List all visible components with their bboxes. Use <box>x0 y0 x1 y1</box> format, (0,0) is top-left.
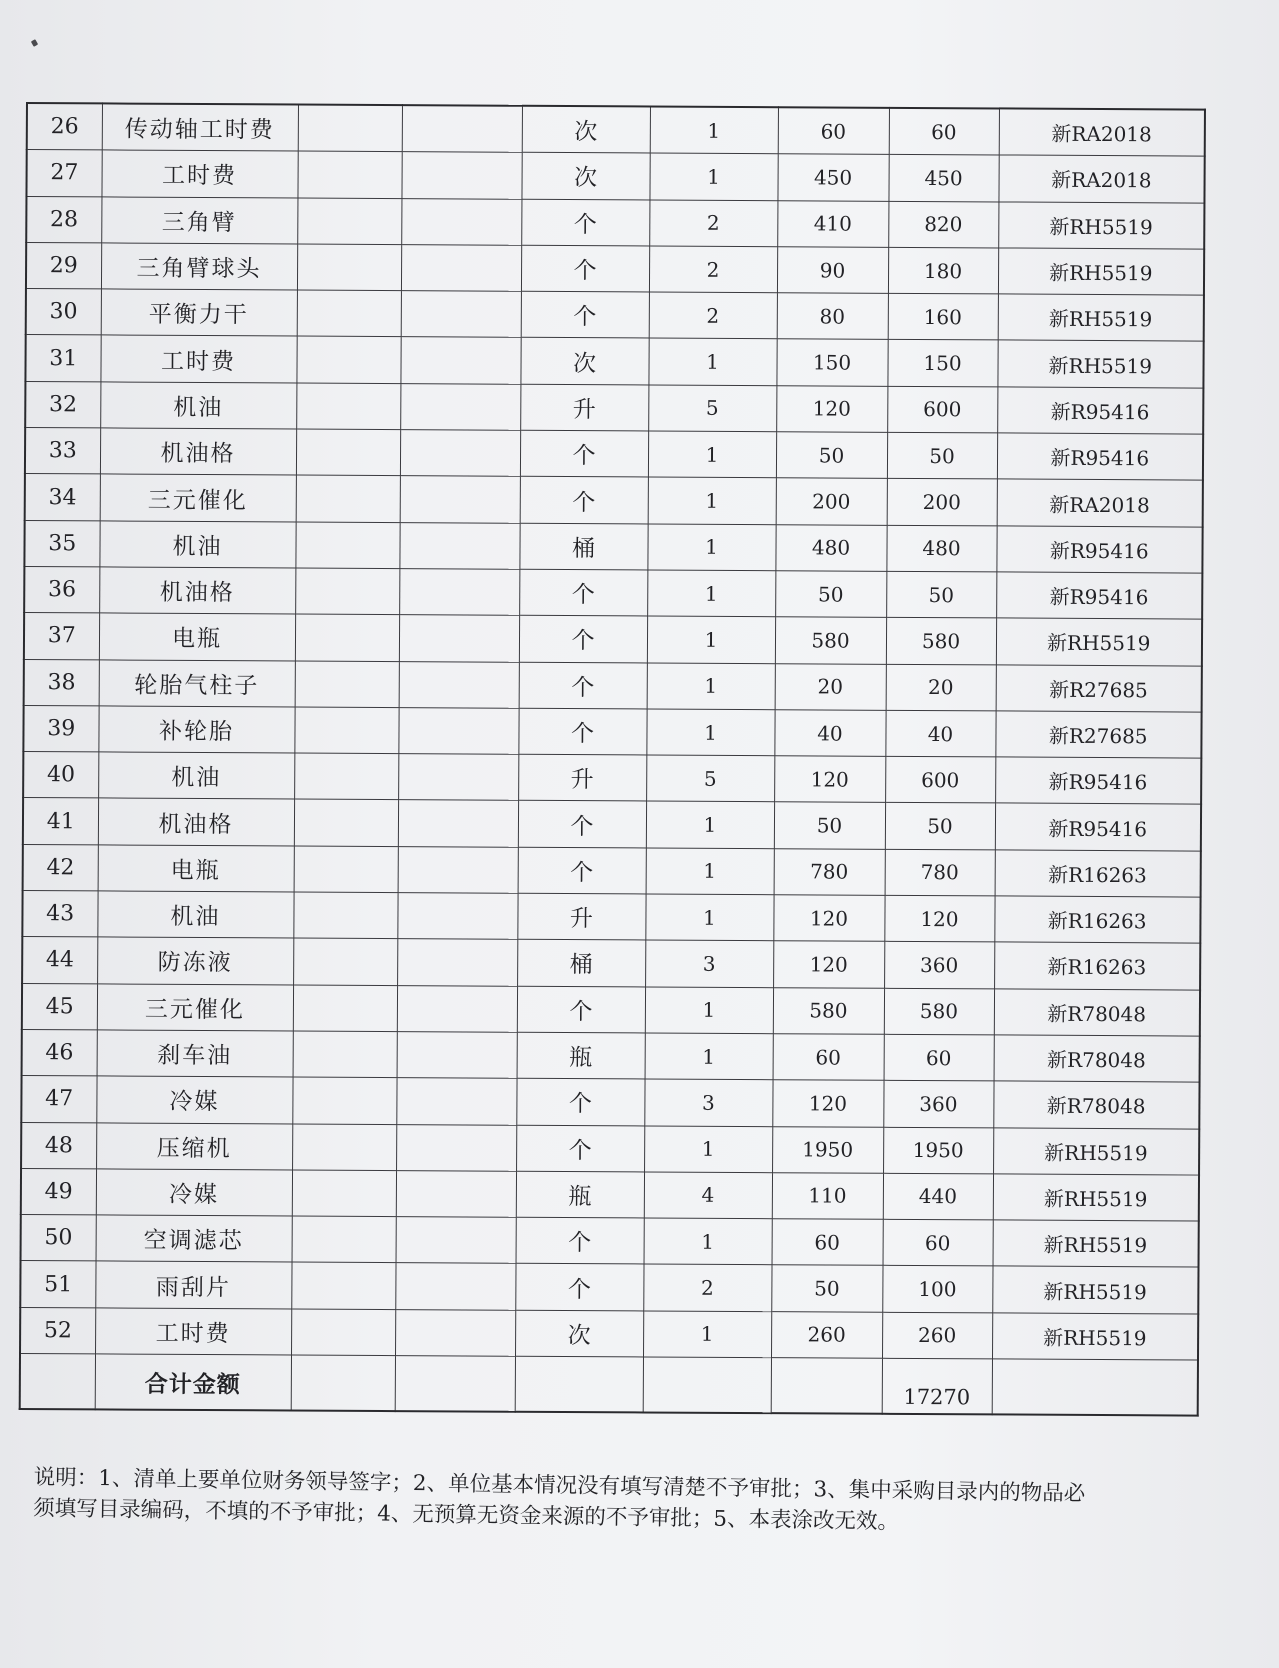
catalog-cell <box>399 615 519 662</box>
spec-cell <box>294 707 398 754</box>
expense-table <box>19 102 1206 1417</box>
plate-code-cell: 新RH5519 <box>992 1313 1198 1360</box>
notes-line-1: 说明：1、清单上要单位财务领导签字；2、单位基本情况没有填写清楚不予审批；3、集中采购目录内的物品必 <box>33 1464 1086 1507</box>
unit-cell: 个 <box>518 847 646 894</box>
item-name: 冷媒 <box>96 1169 292 1216</box>
item-name: 平衡力干 <box>101 289 297 336</box>
quantity-cell: 1 <box>644 1126 772 1173</box>
spec-cell <box>297 290 401 337</box>
plate-code-cell: 新RH5519 <box>997 340 1203 387</box>
quantity-cell: 5 <box>648 385 776 432</box>
plate-code-cell: 新R95416 <box>997 387 1203 434</box>
quantity-cell: 1 <box>647 570 775 617</box>
table-row <box>26 242 1204 295</box>
item-name: 三元催化 <box>97 984 293 1031</box>
catalog-cell <box>398 754 518 801</box>
spec-cell <box>294 799 398 846</box>
catalog-cell <box>400 337 520 384</box>
unit-cell: 个 <box>518 801 646 848</box>
quantity-cell: 1 <box>646 801 774 848</box>
spec-cell <box>295 661 399 708</box>
quantity-cell: 1 <box>644 1218 772 1265</box>
plate-code-cell: 新R95416 <box>995 757 1201 804</box>
unit-cell: 瓶 <box>516 1171 644 1218</box>
table-row <box>22 1029 1200 1082</box>
unit-price-cell: 120 <box>776 385 887 432</box>
table-row <box>20 1307 1198 1360</box>
spec-cell <box>297 244 401 291</box>
amount-cell: 160 <box>888 294 998 341</box>
catalog-cell <box>398 707 518 754</box>
catalog-cell <box>399 522 519 569</box>
row-number: 51 <box>20 1261 95 1308</box>
plate-code-cell: 新RH5519 <box>996 618 1202 665</box>
plate-code-cell: 新R78048 <box>994 989 1200 1036</box>
spec-cell <box>292 1077 396 1124</box>
amount-cell: 580 <box>884 988 994 1035</box>
plate-code-cell: 新RH5519 <box>998 294 1204 341</box>
unit-cell: 个 <box>520 430 648 477</box>
table-row <box>26 150 1204 203</box>
unit-price-cell: 150 <box>776 339 887 386</box>
catalog-cell <box>397 1032 517 1079</box>
table-row <box>24 613 1202 666</box>
unit-cell: 个 <box>519 662 647 709</box>
quantity-cell: 3 <box>644 1079 772 1126</box>
row-number: 50 <box>21 1215 96 1262</box>
plate-code-cell: 新RA2018 <box>997 479 1203 526</box>
unit-price-cell: 120 <box>774 756 885 803</box>
plate-code-cell: 新RH5519 <box>998 202 1204 249</box>
catalog-cell <box>400 383 520 430</box>
amount-cell: 180 <box>888 247 998 294</box>
total-blank-cell <box>771 1358 882 1414</box>
unit-price-cell: 410 <box>777 200 888 247</box>
amount-cell: 360 <box>883 1081 993 1128</box>
plate-code-cell: 新RH5519 <box>993 1220 1199 1267</box>
amount-cell: 60 <box>884 1034 994 1081</box>
unit-cell: 次 <box>521 153 649 200</box>
unit-cell: 次 <box>515 1310 643 1357</box>
spec-cell <box>293 985 397 1032</box>
spec-cell <box>292 1170 396 1217</box>
catalog-cell <box>399 569 519 616</box>
item-name: 防冻液 <box>97 937 293 984</box>
quantity-cell: 2 <box>649 246 777 293</box>
amount-cell: 600 <box>885 756 995 803</box>
spec-cell <box>296 336 400 383</box>
amount-cell: 100 <box>882 1266 992 1313</box>
row-number: 39 <box>23 705 98 752</box>
total-row <box>20 1354 1198 1416</box>
amount-cell: 600 <box>887 386 997 433</box>
amount-cell: 1950 <box>883 1127 993 1174</box>
unit-price-cell: 60 <box>772 1219 883 1266</box>
spec-cell <box>294 846 398 893</box>
row-number: 48 <box>21 1122 96 1169</box>
unit-cell: 个 <box>519 569 647 616</box>
quantity-cell: 2 <box>643 1264 771 1311</box>
total-blank-cell <box>395 1356 515 1412</box>
quantity-cell: 1 <box>647 616 775 663</box>
item-name: 空调滤芯 <box>96 1215 292 1262</box>
spec-cell <box>292 1216 396 1263</box>
spec-cell <box>293 938 397 985</box>
quantity-cell: 2 <box>649 292 777 339</box>
item-name: 机油 <box>99 521 295 568</box>
quantity-cell: 1 <box>646 848 774 895</box>
unit-price-cell: 450 <box>777 154 888 201</box>
unit-cell: 个 <box>517 986 645 1033</box>
unit-cell: 个 <box>519 616 647 663</box>
total-blank-cell <box>291 1355 395 1411</box>
amount-cell: 120 <box>884 895 994 942</box>
row-number: 30 <box>26 289 101 336</box>
plate-code-cell: 新R16263 <box>994 942 1200 989</box>
quantity-cell: 1 <box>645 987 773 1034</box>
item-name: 工时费 <box>95 1308 291 1355</box>
row-number: 27 <box>26 150 101 197</box>
catalog-cell <box>401 291 521 338</box>
catalog-cell <box>398 846 518 893</box>
table-row <box>24 659 1202 712</box>
unit-price-cell: 50 <box>775 571 886 618</box>
row-number: 26 <box>27 103 102 150</box>
row-number: 28 <box>26 196 101 243</box>
spec-cell <box>297 151 401 198</box>
ink-mark <box>31 39 38 47</box>
amount-cell: 580 <box>886 618 996 665</box>
total-label: 合计金额 <box>95 1354 291 1411</box>
unit-cell: 瓶 <box>517 1032 645 1079</box>
unit-price-cell: 80 <box>777 293 888 340</box>
row-number: 33 <box>25 428 100 475</box>
table-row <box>27 103 1205 156</box>
unit-cell: 升 <box>517 893 645 940</box>
spec-cell <box>291 1262 395 1309</box>
table-row <box>25 474 1203 527</box>
row-number: 49 <box>21 1168 96 1215</box>
unit-price-cell: 1950 <box>772 1126 883 1173</box>
table-row <box>25 428 1203 481</box>
table-row <box>21 1122 1199 1175</box>
table-row <box>21 1168 1199 1221</box>
amount-cell: 480 <box>886 525 996 572</box>
unit-price-cell: 780 <box>774 848 885 895</box>
row-number: 47 <box>21 1076 96 1123</box>
amount-cell: 50 <box>885 803 995 850</box>
unit-price-cell: 260 <box>771 1311 882 1358</box>
table-body <box>20 103 1205 1360</box>
item-name: 机油 <box>98 752 294 799</box>
plate-code-cell: 新R95416 <box>996 526 1202 573</box>
item-name: 补轮胎 <box>98 706 294 753</box>
quantity-cell: 5 <box>646 755 774 802</box>
amount-cell: 200 <box>887 479 997 526</box>
table-row <box>23 844 1201 897</box>
spec-cell <box>291 1309 395 1356</box>
unit-cell: 次 <box>522 106 650 154</box>
quantity-cell: 3 <box>645 940 773 987</box>
unit-price-cell: 200 <box>776 478 887 525</box>
table-row <box>23 752 1201 805</box>
catalog-cell <box>402 105 522 152</box>
plate-code-cell: 新R78048 <box>993 1081 1199 1128</box>
catalog-cell <box>399 661 519 708</box>
row-number: 44 <box>22 937 97 984</box>
row-number: 38 <box>24 659 99 706</box>
row-number: 42 <box>23 844 98 891</box>
unit-cell: 个 <box>518 708 646 755</box>
table-row <box>20 1261 1198 1314</box>
catalog-cell <box>397 893 517 940</box>
unit-cell: 个 <box>521 291 649 338</box>
plate-code-cell: 新RH5519 <box>993 1127 1199 1174</box>
plate-code-cell: 新RA2018 <box>999 108 1205 156</box>
spec-cell <box>295 522 399 569</box>
plate-code-cell: 新RH5519 <box>998 248 1204 295</box>
catalog-cell <box>396 1124 516 1171</box>
unit-cell: 桶 <box>517 940 645 987</box>
unit-price-cell: 120 <box>773 941 884 988</box>
item-name: 机油格 <box>100 428 296 475</box>
unit-cell: 升 <box>520 384 648 431</box>
spec-cell <box>296 383 400 430</box>
item-name: 机油格 <box>98 798 294 845</box>
spec-cell <box>296 429 400 476</box>
unit-price-cell: 580 <box>775 617 886 664</box>
unit-price-cell: 480 <box>775 524 886 571</box>
unit-price-cell: 50 <box>771 1265 882 1312</box>
unit-price-cell: 50 <box>776 432 887 479</box>
table-row <box>22 937 1200 990</box>
catalog-cell <box>395 1263 515 1310</box>
item-name: 机油 <box>100 382 296 429</box>
catalog-cell <box>397 939 517 986</box>
spec-cell <box>292 1124 396 1171</box>
amount-cell: 50 <box>887 432 997 479</box>
unit-cell: 个 <box>516 1217 644 1264</box>
catalog-cell <box>398 800 518 847</box>
table-row <box>23 798 1201 851</box>
plate-code-cell: 新R16263 <box>995 850 1201 897</box>
row-number: 43 <box>22 891 97 938</box>
spec-cell <box>295 614 399 661</box>
notes-line-2: 须填写目录编码，不填的不予审批；4、无预算无资金来源的不予审批；5、本表涂改无效。 <box>33 1495 900 1535</box>
row-number: 31 <box>25 335 100 382</box>
item-name: 电瓶 <box>98 845 294 892</box>
unit-price-cell: 90 <box>777 247 888 294</box>
amount-cell: 40 <box>885 710 995 757</box>
quantity-cell: 1 <box>646 709 774 756</box>
quantity-cell: 1 <box>645 1033 773 1080</box>
table-row <box>24 566 1202 619</box>
item-name: 电瓶 <box>99 613 295 660</box>
unit-price-cell: 60 <box>778 107 889 154</box>
unit-cell: 个 <box>515 1264 643 1311</box>
unit-price-cell: 50 <box>774 802 885 849</box>
quantity-cell: 4 <box>644 1172 772 1219</box>
plate-code-cell: 新RA2018 <box>998 155 1204 202</box>
plate-code-cell: 新R95416 <box>996 572 1202 619</box>
unit-price-cell: 20 <box>775 663 886 710</box>
spec-cell <box>294 753 398 800</box>
item-name: 三角臂球头 <box>101 243 297 290</box>
item-name: 冷媒 <box>96 1076 292 1123</box>
unit-price-cell: 580 <box>773 987 884 1034</box>
plate-code-cell: 新R16263 <box>994 896 1200 943</box>
plate-code-cell: 新R78048 <box>994 1035 1200 1082</box>
total-blank-cell <box>515 1356 643 1412</box>
expense-list-sheet <box>19 102 1204 1417</box>
table-row <box>23 705 1201 758</box>
catalog-cell <box>400 430 520 477</box>
row-number: 36 <box>24 566 99 613</box>
row-number: 34 <box>25 474 100 521</box>
unit-cell: 个 <box>521 245 649 292</box>
catalog-cell <box>396 1217 516 1264</box>
table-row <box>22 891 1200 944</box>
catalog-cell <box>401 152 521 199</box>
amount-cell: 440 <box>883 1173 993 1220</box>
amount-cell: 20 <box>886 664 996 711</box>
item-name: 刹车油 <box>97 1030 293 1077</box>
unit-price-cell: 40 <box>774 710 885 757</box>
catalog-cell <box>401 244 521 291</box>
unit-price-cell: 60 <box>773 1034 884 1081</box>
amount-cell: 60 <box>883 1219 993 1266</box>
unit-cell: 个 <box>516 1078 644 1125</box>
quantity-cell: 1 <box>648 431 776 478</box>
row-number: 41 <box>23 798 98 845</box>
catalog-cell <box>397 985 517 1032</box>
unit-cell: 个 <box>521 199 649 246</box>
amount-cell: 820 <box>888 201 998 248</box>
spec-cell <box>295 568 399 615</box>
table-row <box>21 1215 1199 1268</box>
quantity-cell: 1 <box>648 477 776 524</box>
catalog-cell <box>396 1078 516 1125</box>
catalog-cell <box>401 198 521 245</box>
plate-code-cell: 新R27685 <box>995 711 1201 758</box>
unit-cell: 个 <box>516 1125 644 1172</box>
row-number: 29 <box>26 242 101 289</box>
amount-cell: 780 <box>885 849 995 896</box>
quantity-cell: 1 <box>643 1311 771 1358</box>
unit-price-cell: 120 <box>773 895 884 942</box>
row-number: 32 <box>25 381 100 428</box>
row-number: 40 <box>23 752 98 799</box>
spec-cell <box>298 105 402 152</box>
quantity-cell: 1 <box>647 663 775 710</box>
unit-cell: 次 <box>520 338 648 385</box>
row-number: 37 <box>24 613 99 660</box>
quantity-cell: 1 <box>648 338 776 385</box>
quantity-cell: 1 <box>645 894 773 941</box>
table-row <box>25 335 1203 388</box>
plate-code-cell: 新RH5519 <box>992 1266 1198 1313</box>
plate-code-cell: 新R95416 <box>995 803 1201 850</box>
table-row <box>22 983 1200 1036</box>
spec-cell <box>296 475 400 522</box>
item-name: 机油格 <box>99 567 295 614</box>
quantity-cell: 1 <box>647 524 775 571</box>
footnote-notes <box>33 1462 1164 1542</box>
unit-price-cell: 110 <box>772 1173 883 1220</box>
row-number: 35 <box>24 520 99 567</box>
plate-code-cell: 新RH5519 <box>993 1174 1199 1221</box>
item-name: 工时费 <box>100 335 296 382</box>
unit-cell: 升 <box>518 754 646 801</box>
table-row <box>24 520 1202 573</box>
amount-cell: 260 <box>882 1312 992 1359</box>
amount-cell: 50 <box>886 571 996 618</box>
table-row <box>26 196 1204 249</box>
quantity-cell: 1 <box>649 153 777 200</box>
amount-cell: 360 <box>884 942 994 989</box>
unit-price-cell: 120 <box>772 1080 883 1127</box>
catalog-cell <box>396 1170 516 1217</box>
row-number: 46 <box>22 1029 97 1076</box>
plate-code-cell: 新R95416 <box>997 433 1203 480</box>
item-name: 机油 <box>97 891 293 938</box>
total-blank-cell <box>992 1359 1198 1416</box>
amount-cell: 450 <box>888 155 998 202</box>
table-row <box>25 381 1203 434</box>
quantity-cell: 1 <box>650 106 778 154</box>
plate-code-cell: 新R27685 <box>996 664 1202 711</box>
table-row <box>21 1076 1199 1129</box>
spec-cell <box>293 1031 397 1078</box>
spec-cell <box>297 198 401 245</box>
total-no-cell <box>20 1354 95 1410</box>
item-name: 三元催化 <box>100 474 296 521</box>
amount-cell: 150 <box>887 340 997 387</box>
spec-cell <box>293 892 397 939</box>
unit-cell: 桶 <box>519 523 647 570</box>
catalog-cell <box>395 1309 515 1356</box>
total-amount: 17270 <box>882 1358 992 1414</box>
table-row <box>26 289 1204 342</box>
row-number: 45 <box>22 983 97 1030</box>
item-name: 传动轴工时费 <box>102 103 298 151</box>
row-number: 52 <box>20 1307 95 1354</box>
item-name: 工时费 <box>101 150 297 197</box>
total-blank-cell <box>643 1357 771 1413</box>
unit-cell: 个 <box>520 477 648 524</box>
catalog-cell <box>400 476 520 523</box>
item-name: 三角臂 <box>101 197 297 244</box>
item-name: 雨刮片 <box>95 1261 291 1308</box>
amount-cell: 60 <box>889 108 999 155</box>
item-name: 压缩机 <box>96 1122 292 1169</box>
quantity-cell: 2 <box>649 200 777 247</box>
item-name: 轮胎气柱子 <box>99 659 295 706</box>
